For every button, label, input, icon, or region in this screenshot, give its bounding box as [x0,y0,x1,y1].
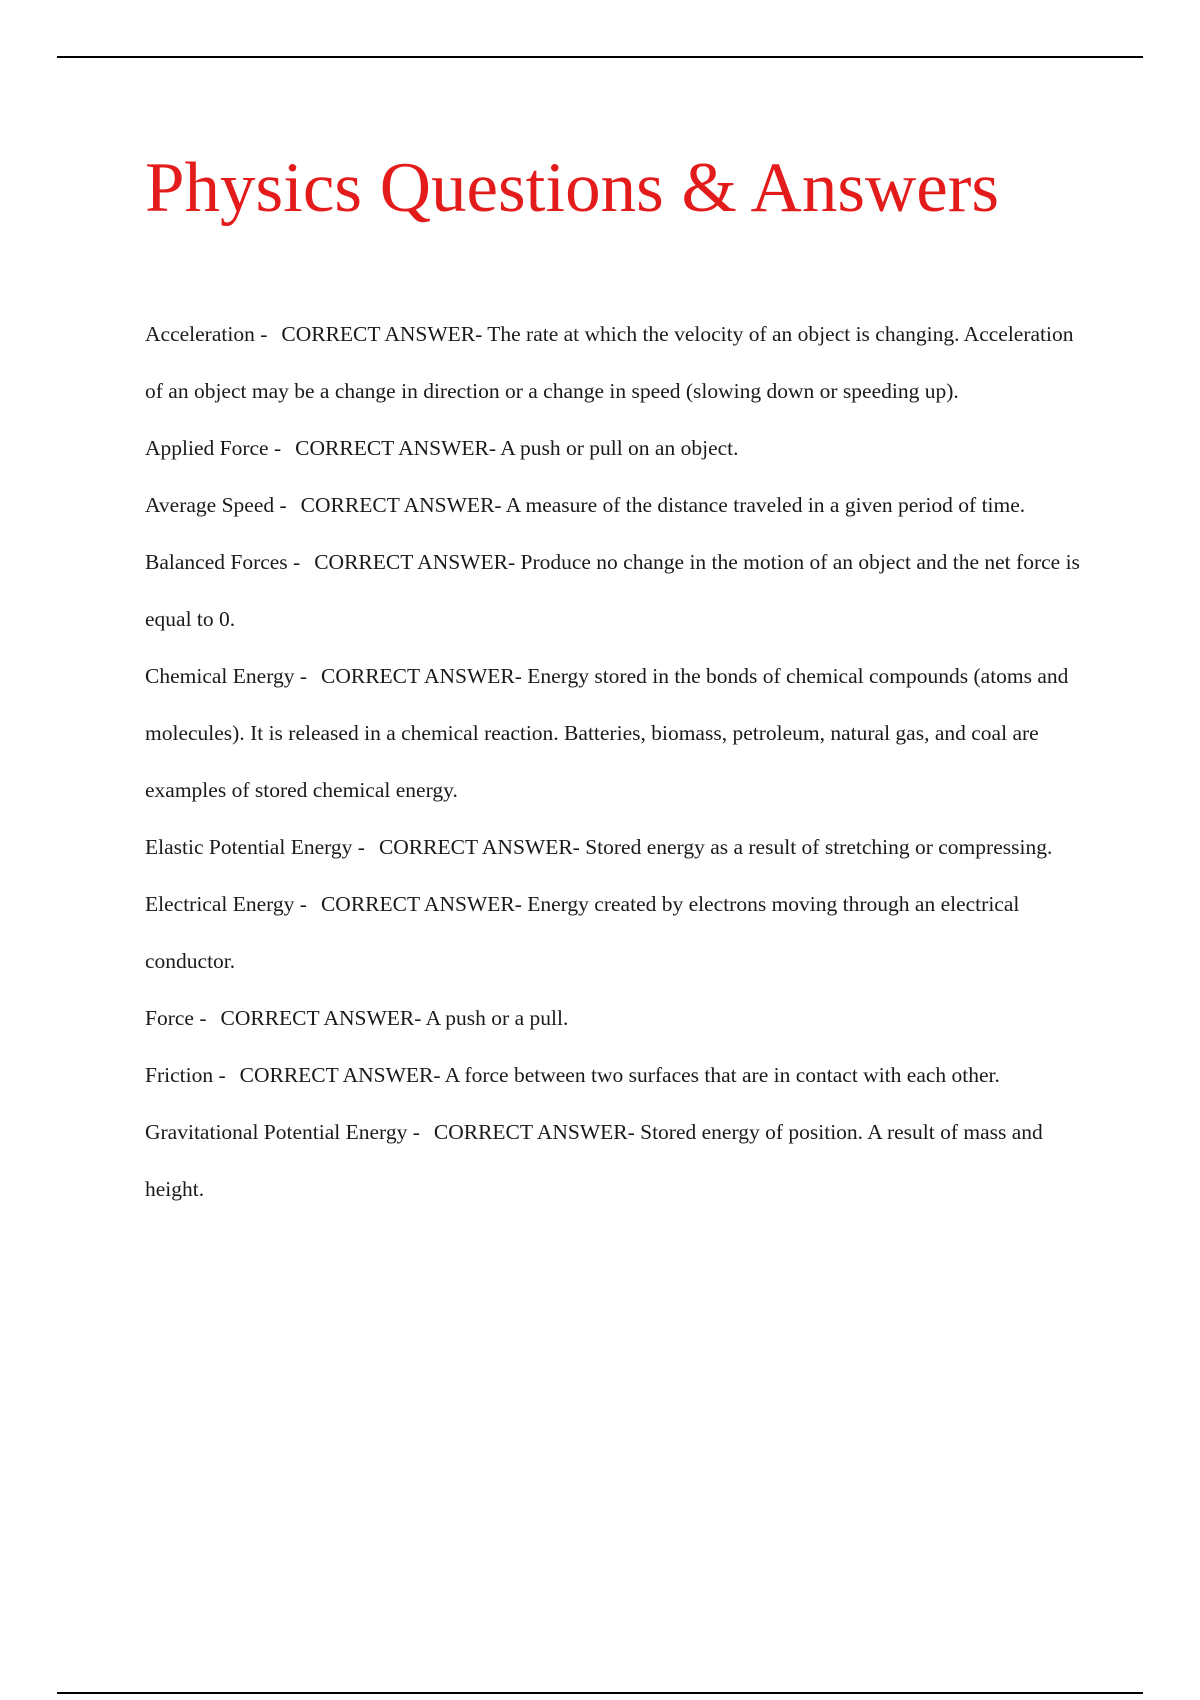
qa-entry-chemical-energy [145,648,1095,819]
bottom-rule [57,1692,1143,1694]
qa-entry-electrical-energy [145,876,1095,990]
entry-term: Friction - [145,1063,226,1087]
answer-label: CORRECT ANSWER- [433,1120,635,1144]
entry-term: Applied Force - [145,436,282,460]
entry-definition: Energy created by electrons moving through an electrical conductor. [145,892,1020,973]
qa-list [145,306,1095,1218]
answer-label: CORRECT ANSWER- [239,1063,441,1087]
answer-label: CORRECT ANSWER- [295,436,497,460]
qa-entry-gravitational-potential-energy [145,1104,1095,1218]
entry-term: Elastic Potential Energy - [145,835,365,859]
qa-entry-friction [145,1047,1095,1104]
page-title: Physics Questions & Answers [145,149,1000,227]
entry-term: Balanced Forces - [145,550,301,574]
entry-definition: Stored energy as a result of stretching or compressing. [585,835,1053,859]
entry-definition: A push or pull on an object. [500,436,739,460]
entry-definition: A measure of the distance traveled in a given period of time. [505,493,1026,517]
answer-label: CORRECT ANSWER- [378,835,580,859]
top-rule [57,56,1143,58]
entry-definition: A push or a pull. [425,1006,569,1030]
entry-term: Force - [145,1006,207,1030]
entry-term: Electrical Energy - [145,892,307,916]
entry-definition: Stored energy of position. A result of mass and height. [145,1120,1043,1201]
entry-definition: The rate at which the velocity of an object is changing. Acceleration of an object may be a change in direction or a change in speed (slowing down or speeding up). [145,322,1074,403]
entry-term: Gravitational Potential Energy - [145,1120,420,1144]
qa-entry-average-speed [145,477,1095,534]
entry-definition: Produce no change in the motion of an object and the net force is equal to 0. [145,550,1080,631]
answer-label: CORRECT ANSWER- [220,1006,422,1030]
answer-label: CORRECT ANSWER- [300,493,502,517]
entry-term: Chemical Energy - [145,664,307,688]
answer-label: CORRECT ANSWER- [321,664,522,688]
entry-definition: Energy stored in the bonds of chemical compounds (atoms and molecules). It is released in a chemical reaction. Batteries, biomass, petroleum, natural gas, and coal are examples of stored chemical energy. [145,664,1069,802]
answer-label: CORRECT ANSWER- [281,322,483,346]
qa-entry-balanced-forces [145,534,1095,648]
qa-entry-acceleration [145,306,1095,420]
qa-entry-force [145,990,1095,1047]
answer-label: CORRECT ANSWER- [314,550,516,574]
entry-term: Acceleration - [145,322,268,346]
qa-entry-applied-force [145,420,1095,477]
entry-term: Average Speed - [145,493,287,517]
answer-label: CORRECT ANSWER- [320,892,522,916]
entry-definition: A force between two surfaces that are in contact with each other. [444,1063,1000,1087]
qa-entry-elastic-potential-energy [145,819,1095,876]
